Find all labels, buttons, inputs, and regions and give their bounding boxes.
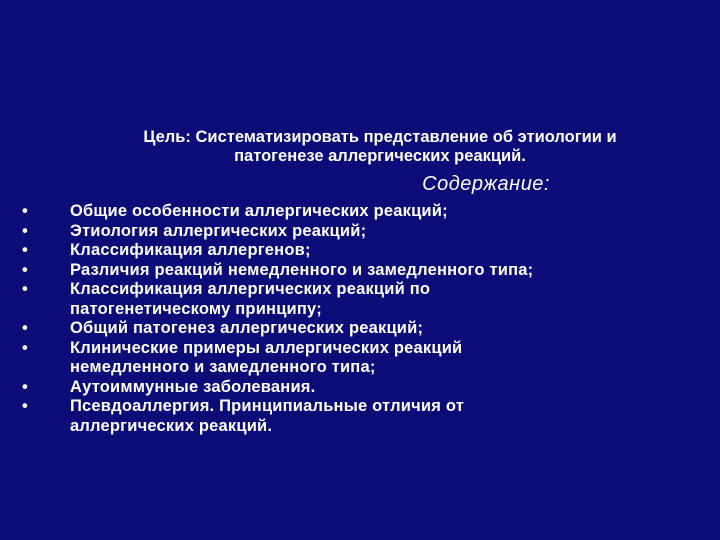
topic-list (18, 202, 698, 436)
topic-item (18, 378, 698, 398)
goal-statement (70, 128, 690, 166)
topic-item (18, 261, 698, 281)
topic-text: Общий патогенез аллергических реакций; (70, 319, 424, 337)
goal-line: Цель: Систематизировать представление об этиологии и (143, 128, 617, 146)
bullet-icon: • (22, 260, 28, 279)
bullet-icon: • (22, 221, 28, 240)
bullet-icon: • (22, 377, 28, 396)
topic-text: Классификация аллергенов; (70, 241, 311, 259)
topic-item (18, 202, 698, 222)
topic-item (18, 222, 698, 242)
topic-item (18, 280, 698, 319)
topic-item (18, 241, 698, 261)
bullet-icon: • (22, 202, 28, 220)
topic-text: немедленного и замедленного типа; (70, 358, 376, 376)
topic-text: патогенетическому принципу; (70, 299, 322, 318)
bullet-icon: • (22, 338, 28, 357)
topic-text: Псевдоаллергия. Принципиальные отличия от (70, 397, 465, 415)
goal-line: патогенезе аллергических реакций. (234, 147, 526, 165)
topic-item (18, 339, 698, 378)
bullet-icon: • (22, 280, 28, 298)
topic-text: Клинические примеры аллергических реакций (70, 338, 463, 357)
topic-item (18, 397, 698, 436)
topic-text: Аутоиммунные заболевания. (70, 377, 316, 396)
topic-text: Общие особенности аллергических реакций; (70, 202, 448, 220)
topic-text: Различия реакций немедленного и замедленного типа; (70, 260, 534, 279)
contents-heading: Содержание: (422, 173, 550, 195)
bullet-icon: • (22, 397, 28, 415)
topic-text: Классификация аллергических реакций по (70, 280, 431, 298)
bullet-icon: • (22, 319, 28, 337)
topic-text: Этиология аллергических реакций; (70, 221, 367, 240)
bullet-icon: • (22, 241, 28, 259)
topic-item (18, 319, 698, 339)
topic-text: аллергических реакций. (70, 416, 273, 435)
